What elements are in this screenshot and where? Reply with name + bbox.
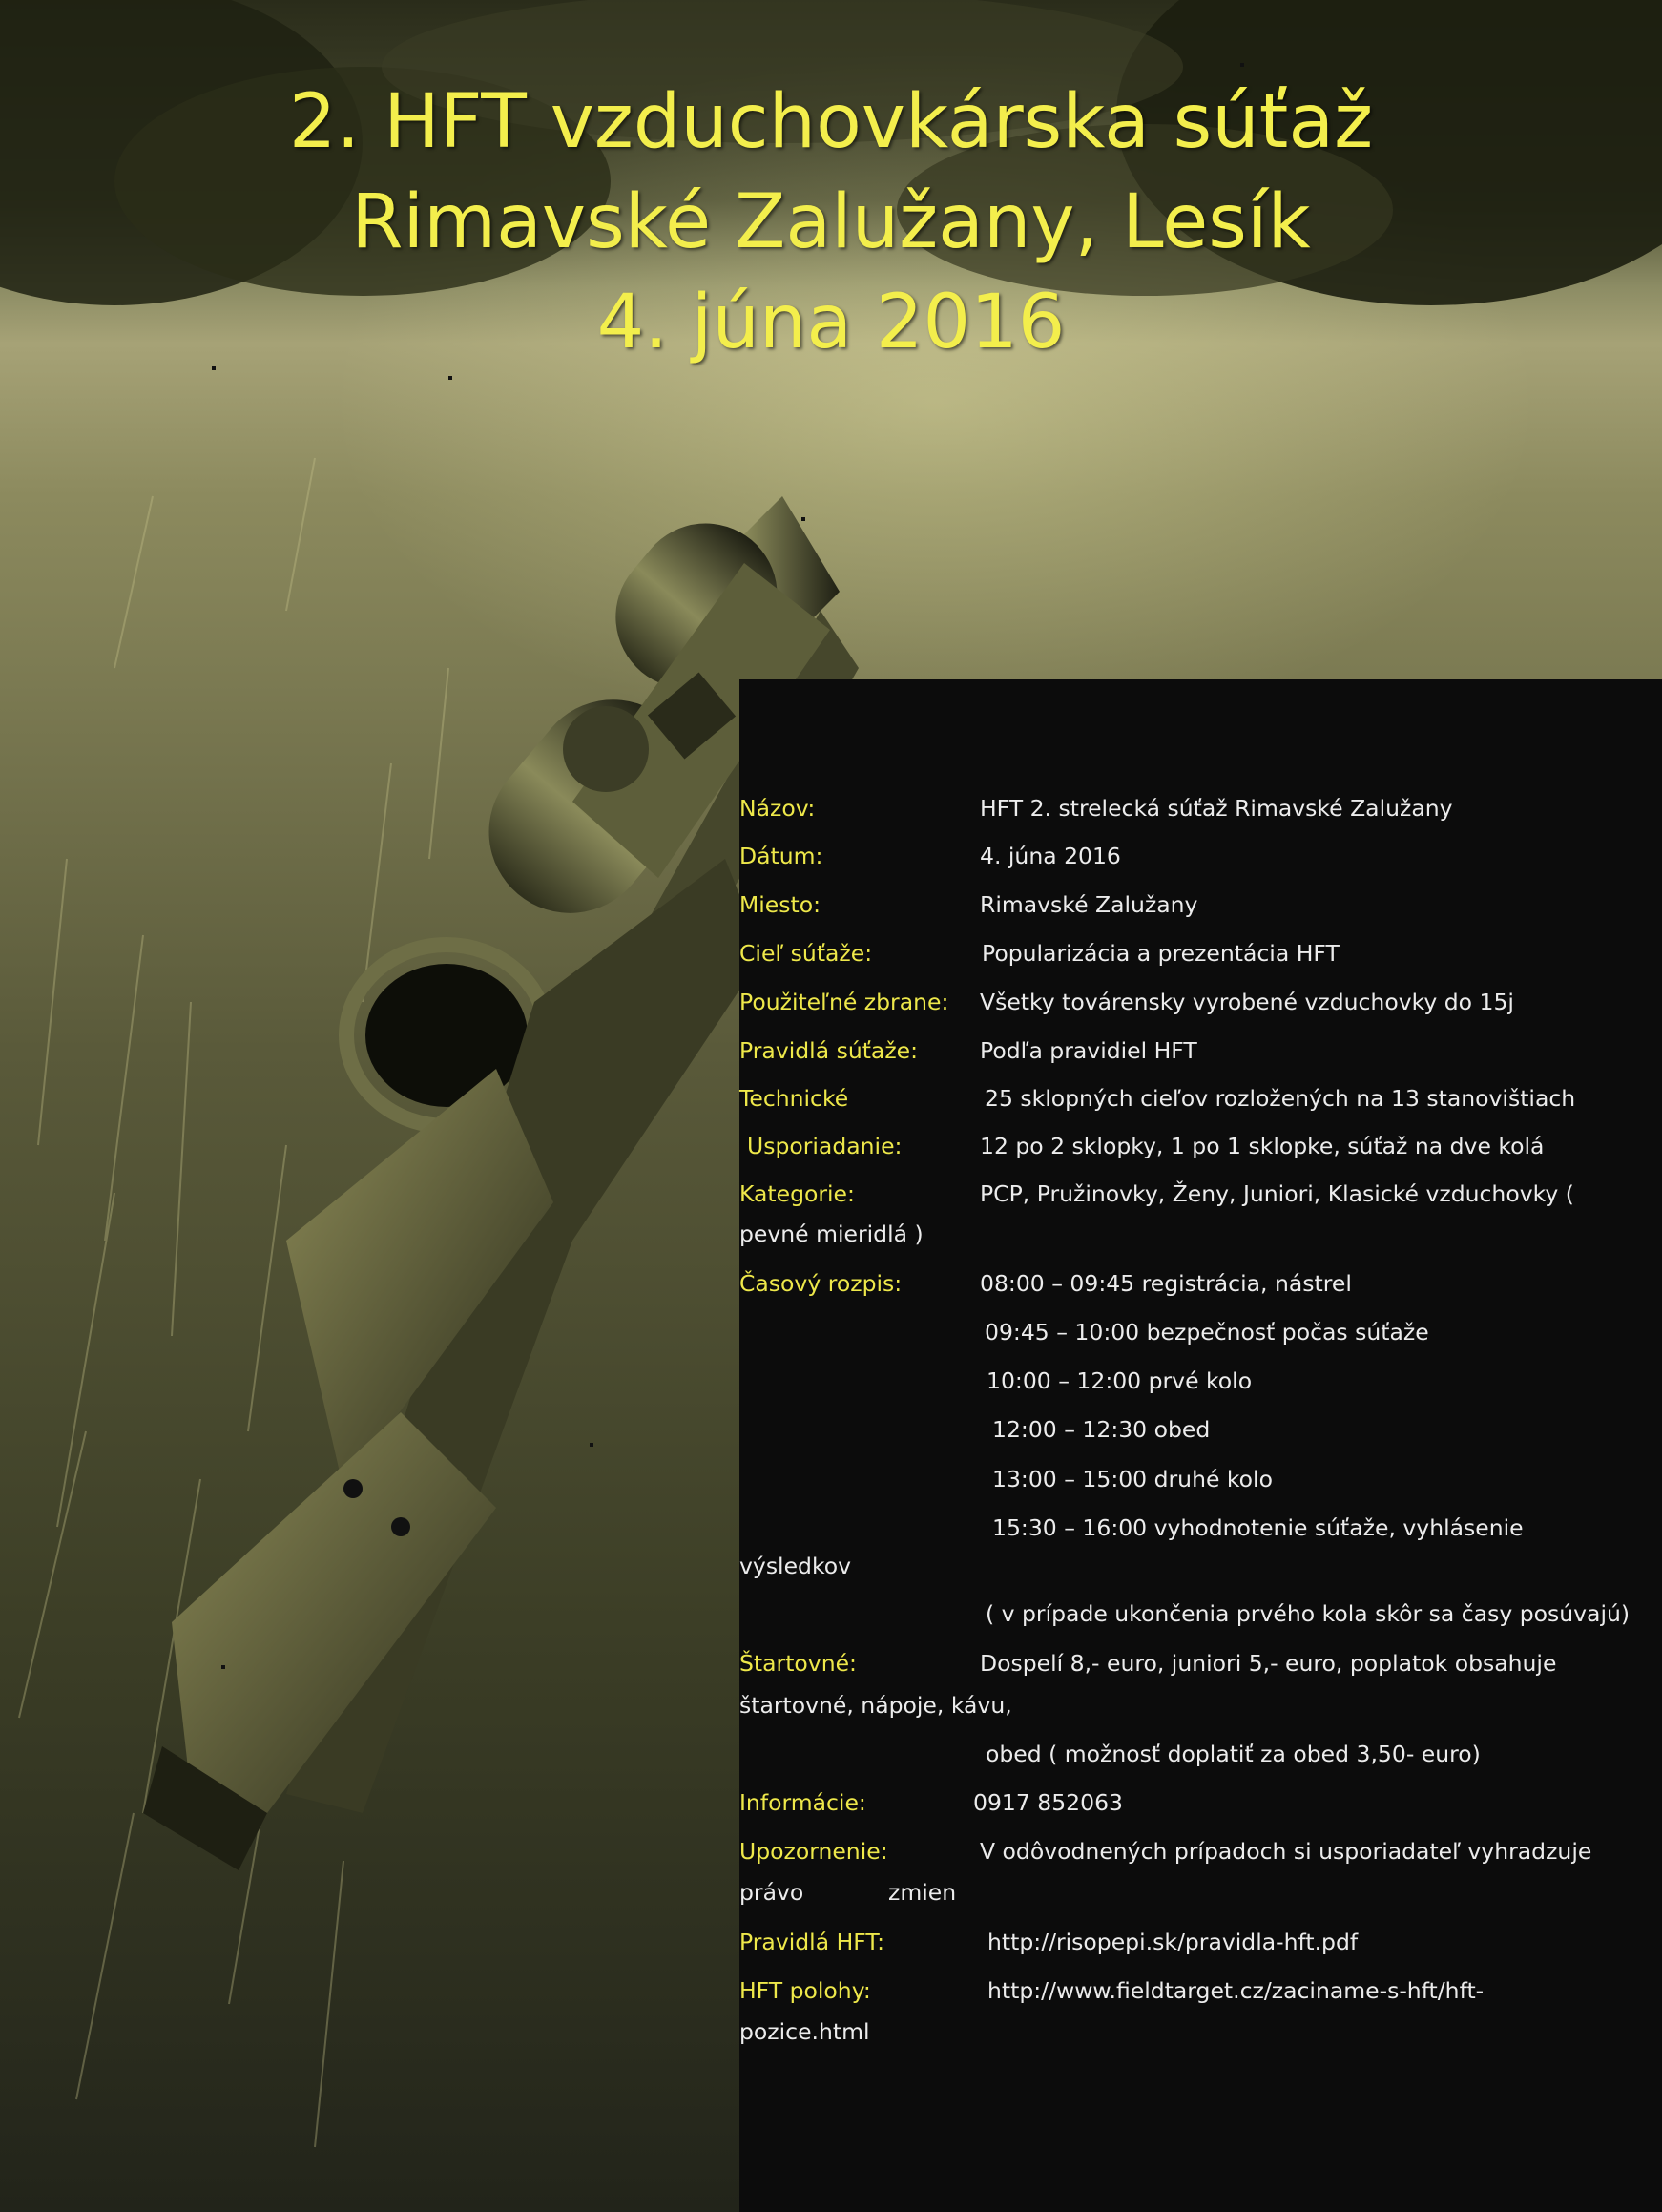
scan-speck <box>221 1665 225 1669</box>
label-startovne: Štartovné: <box>739 1650 857 1677</box>
label-ciel: Cieľ súťaže: <box>739 940 873 967</box>
rozpis-item-6: 15:30 – 16:00 vyhodnotenie súťaže, vyhlásenie <box>992 1514 1524 1541</box>
title-line-2: Rimavské Zalužany, Lesík <box>351 179 1311 265</box>
scan-speck <box>801 517 805 521</box>
scan-speck <box>448 376 452 380</box>
title-line-3: 4. júna 2016 <box>596 280 1066 365</box>
value-informacie: 0917 852063 <box>973 1789 1123 1816</box>
value-usporiadanie: 12 po 2 sklopky, 1 po 1 sklopke, súťaž na dve kolá <box>980 1133 1545 1159</box>
link-hft-polohy-cont[interactable]: pozice.html <box>739 2018 870 2045</box>
rozpis-note: ( v prípade ukončenia prvého kola skôr sa časy posúvajú) <box>986 1600 1631 1627</box>
value-kategorie: PCP, Pružinovky, Ženy, Juniori, Klasické vzduchovky ( <box>980 1180 1574 1207</box>
rozpis-item-3: 10:00 – 12:00 prvé kolo <box>987 1367 1253 1394</box>
value-upozornenie-cont-a: právo <box>739 1879 804 1906</box>
info-panel <box>739 679 1662 2212</box>
label-nazov: Názov: <box>739 795 816 822</box>
title-line-1: 2. HFT vzduchovkárska súťaž <box>288 79 1374 165</box>
value-technicke: 25 sklopných cieľov rozložených na 13 stanovištiach <box>985 1085 1576 1112</box>
link-hft-polohy[interactable]: http://www.fieldtarget.cz/zaciname-s-hft/hft- <box>987 1977 1485 2004</box>
label-kategorie: Kategorie: <box>739 1180 855 1207</box>
link-pravidla-hft[interactable]: http://risopepi.sk/pravidla-hft.pdf <box>987 1929 1359 1955</box>
value-ciel: Popularizácia a prezentácia HFT <box>982 940 1340 967</box>
label-rozpis: Časový rozpis: <box>739 1270 903 1297</box>
label-pravidla-hft: Pravidlá HFT: <box>739 1929 885 1955</box>
scan-speck <box>590 1443 593 1447</box>
label-pravidla: Pravidlá súťaže: <box>739 1037 919 1064</box>
value-startovne-cont: štartovné, nápoje, kávu, <box>739 1692 1012 1719</box>
label-hft-polohy: HFT polohy: <box>739 1977 871 2004</box>
value-upozornenie: V odôvodnených prípadoch si usporiadateľ vyhradzuje <box>980 1838 1592 1865</box>
label-upozornenie: Upozornenie: <box>739 1838 888 1865</box>
rozpis-item-1: 08:00 – 09:45 registrácia, nástrel <box>980 1270 1352 1297</box>
scan-speck <box>1240 63 1244 67</box>
value-startovne: Dospelí 8,- euro, juniori 5,- euro, poplatok obsahuje <box>980 1650 1557 1677</box>
label-informacie: Informácie: <box>739 1789 866 1816</box>
rozpis-item-4: 12:00 – 12:30 obed <box>992 1416 1211 1443</box>
value-startovne-extra: obed ( možnosť doplatiť za obed 3,50- euro) <box>986 1741 1481 1767</box>
label-usporiadanie: Usporiadanie: <box>747 1133 903 1159</box>
label-miesto: Miesto: <box>739 891 821 918</box>
value-nazov: HFT 2. strelecká súťaž Rimavské Zalužany <box>980 795 1453 822</box>
value-pravidla: Podľa pravidiel HFT <box>980 1037 1197 1064</box>
value-datum: 4. júna 2016 <box>980 843 1121 869</box>
label-zbrane: Použiteľné zbrane: <box>739 989 949 1015</box>
value-miesto: Rimavské Zalužany <box>980 891 1198 918</box>
value-upozornenie-cont-b: zmien <box>888 1879 957 1906</box>
rozpis-item-2: 09:45 – 10:00 bezpečnosť počas súťaže <box>985 1319 1429 1346</box>
value-zbrane: Všetky továrensky vyrobené vzduchovky do 15j <box>980 989 1514 1015</box>
label-datum: Dátum: <box>739 843 823 869</box>
value-kategorie-cont: pevné mieridlá ) <box>739 1221 924 1247</box>
title-block <box>0 73 1662 373</box>
rozpis-item-5: 13:00 – 15:00 druhé kolo <box>992 1466 1273 1492</box>
rozpis-cont: výsledkov <box>739 1553 852 1579</box>
label-technicke: Technické <box>739 1085 849 1112</box>
scan-speck <box>212 366 216 370</box>
